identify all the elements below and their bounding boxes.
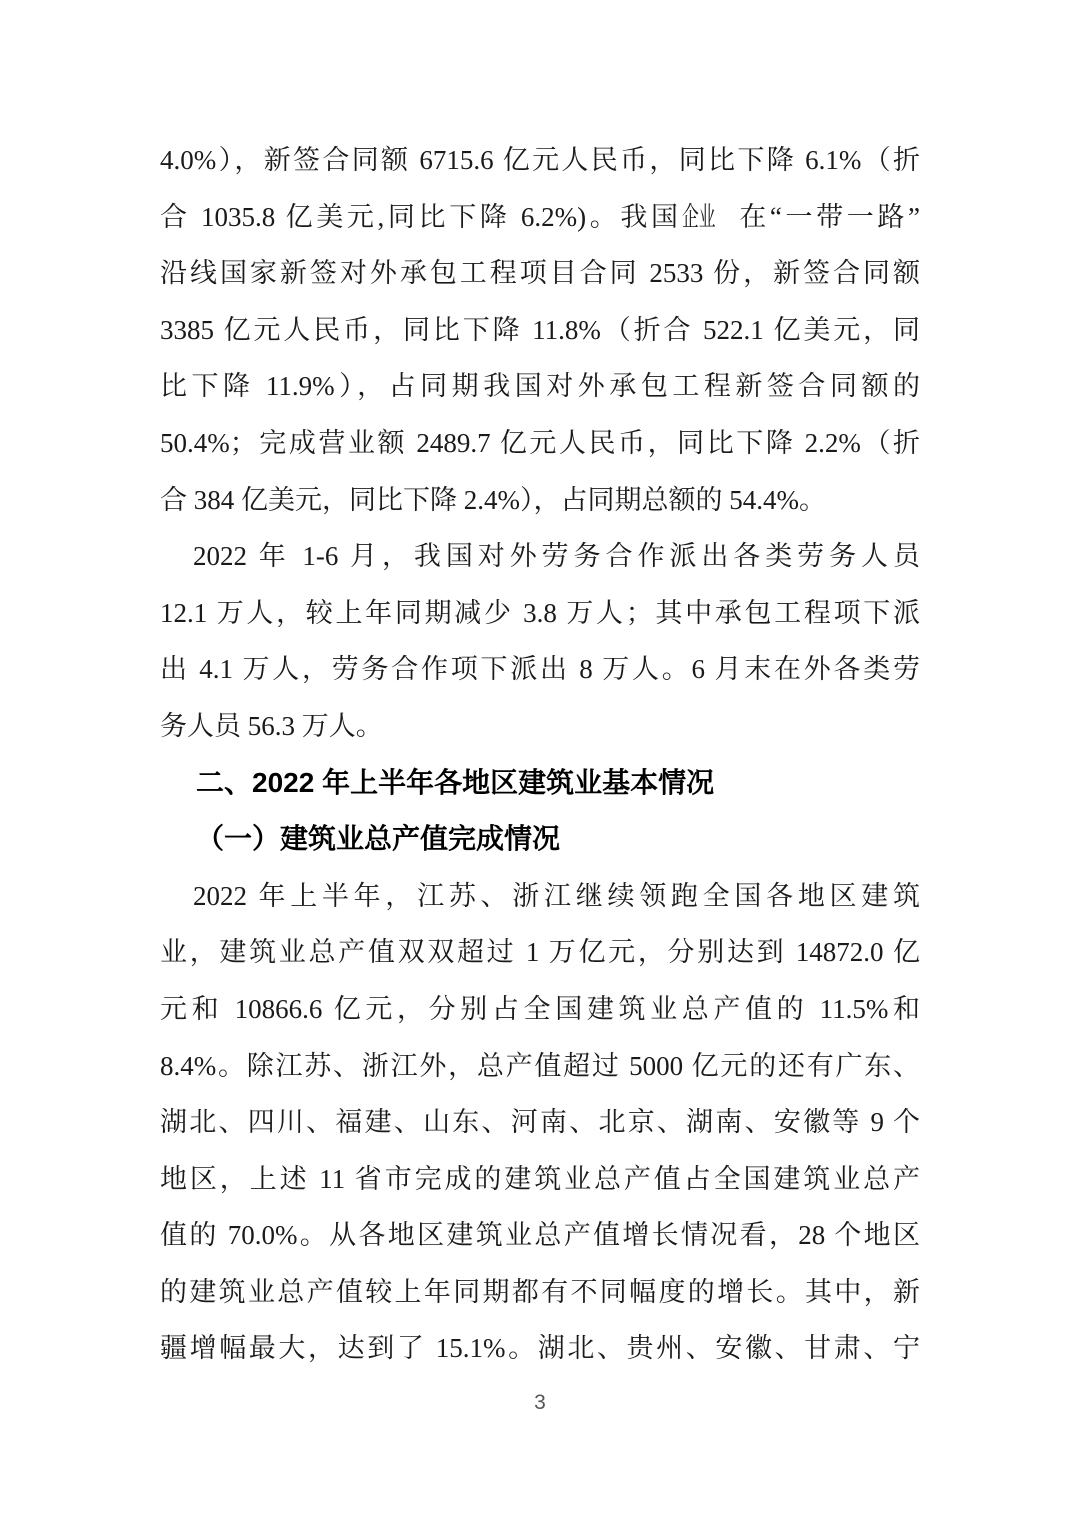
text-segment: 在“一带一路” — [735, 201, 921, 232]
text-line: 业，建筑业总产值双双超过 1 万亿元，分别达到 14872.0 亿 — [160, 937, 920, 968]
text-line: 50.4%；完成营业额 2489.7 亿元人民币，同比下降 2.2%（折 — [160, 427, 920, 458]
text-line: 4.0%），新签合同额 6715.6 亿元人民币，同比下降 6.1%（折 — [160, 145, 920, 175]
text-line: 疆增幅最大，达到了 15.1%。湖北、贵州、安徽、甘肃、宁 — [160, 1333, 920, 1364]
text-line: 的建筑业总产值较上年同期都有不同幅度的增长。其中，新 — [160, 1276, 920, 1307]
page-number: 3 — [534, 1391, 546, 1415]
text-line: 8.4%。除江苏、浙江外，总产值超过 5000 亿元的还有广东、 — [160, 1050, 920, 1081]
text-line: 2022 年 1-6 月，我国对外劳务合作派出各类劳务人员 — [193, 541, 920, 572]
text-line: 合 384 亿美元，同比下降 2.4%），占同期总额的 54.4%。 — [160, 484, 826, 515]
text-segment: 合 1035.8 亿美元,同比下降 6.2%)。我国 — [160, 201, 682, 232]
text-line: 湖北、四川、福建、山东、河南、北京、湖南、安徽等 9 个 — [160, 1107, 920, 1138]
text-line: 沿线国家新签对外承包工程项目合同 2533 份，新签合同额 — [160, 258, 920, 289]
text-line: 12.1 万人，较上年同期减少 3.8 万人；其中承包工程项下派 — [160, 597, 920, 628]
text-line — [160, 189, 920, 246]
condensed-text-segment: 企业 — [681, 201, 716, 232]
section-heading: 二、2022 年上半年各地区建筑业基本情况 — [196, 766, 715, 798]
subsection-heading: （一）建筑业总产值完成情况 — [196, 823, 561, 855]
text-line: 元和 10866.6 亿元，分别占全国建筑业总产值的 11.5%和 — [160, 993, 920, 1024]
text-line: 2022 年上半年，江苏、浙江继续领跑全国各地区建筑 — [193, 880, 920, 911]
text-line: 值的 70.0%。从各地区建筑业总产值增长情况看，28 个地区 — [160, 1220, 920, 1251]
text-line: 3385 亿元人民币，同比下降 11.8%（折合 522.1 亿美元，同 — [160, 314, 920, 345]
text-line: 比下降 11.9%），占同期我国对外承包工程新签合同额的 — [160, 371, 920, 402]
text-line: 出 4.1 万人，劳务合作项下派出 8 万人。6 月末在外各类劳 — [160, 654, 920, 685]
text-line: 地区，上述 11 省市完成的建筑业总产值占全国建筑业总产 — [160, 1163, 920, 1194]
text-line: 务人员 56.3 万人。 — [160, 710, 383, 741]
